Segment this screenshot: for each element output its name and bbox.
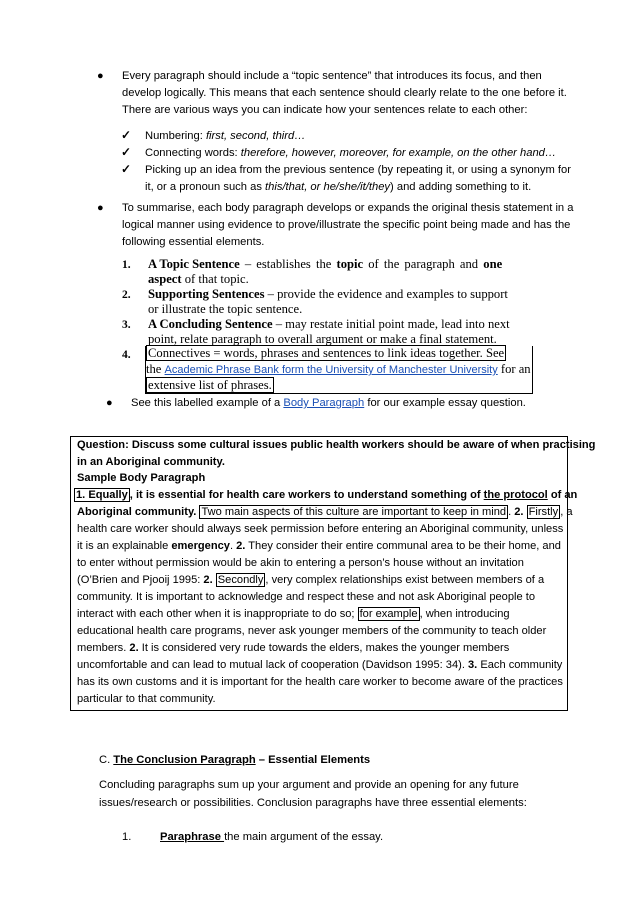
bullet-icon: ● xyxy=(97,202,104,214)
bullet-icon: ● xyxy=(106,397,113,409)
para-line-12: has its own customs and it is important for the health care worker to become aware of the practices xyxy=(77,676,563,688)
intro-line-1: Every paragraph should include a “topic sentence” that introduces its focus, and then xyxy=(122,70,542,82)
question-line-2: in an Aboriginal community. xyxy=(77,456,225,468)
para-line-5: to enter without permission would be akin to entering a person’s house without an invitation xyxy=(77,557,524,569)
conclusion-item-number: 1. xyxy=(122,831,132,843)
connectives-box xyxy=(145,346,533,394)
checkmark-icon: ✓ xyxy=(121,162,132,176)
para-line-10: members. 2. It is considered very rude towards the elders, makes the younger members xyxy=(77,642,510,654)
element-number-3: 3. xyxy=(122,319,131,331)
para-line-9: educational health care programs, never ask younger members of the community to teach older xyxy=(77,625,547,637)
body-paragraph-link[interactable]: Body Paragraph xyxy=(283,397,365,409)
element-1-line-1: A Topic Sentence – establishes the topic of the paragraph and one xyxy=(148,257,503,271)
element-2-line-2: or illustrate the topic sentence. xyxy=(148,302,303,316)
para-line-1: 1. Equally , it is essential for health care workers to understand something of the protocol of an xyxy=(76,489,578,501)
para-line-8: interact with each other when it is inappropriate to do so; for example , when introducing xyxy=(77,608,510,620)
element-3-line-1: A Concluding Sentence – may restate initial point made, lead into next xyxy=(148,317,510,331)
element-3-line-2: point, relate paragraph to overall argument or make a final statement. xyxy=(148,332,497,346)
intro-line-3: There are various ways you can indicate how your sentences relate to each other: xyxy=(122,104,528,116)
summary-line-1: To summarise, each body paragraph develops or expands the original thesis statement in a xyxy=(122,202,574,214)
element-2-line-1: Supporting Sentences – provide the evidence and examples to support xyxy=(148,287,508,301)
summary-line-3: following essential elements. xyxy=(122,236,265,248)
para-line-6: (O’Brien and Pjooij 1995: 2. Secondly , very complex relationships exist between members of a xyxy=(77,574,545,586)
example-bullet: See this labelled example of a Body Paragraph for our example essay question. xyxy=(131,397,526,409)
phrase-bank-link[interactable]: Academic Phrase Bank form the University of Manchester University xyxy=(164,364,498,376)
checkmark-icon: ✓ xyxy=(121,145,132,159)
conclusion-para-2: issues/research or possibilities. Conclusion paragraphs have three essential elements: xyxy=(99,797,527,809)
checkmark-icon: ✓ xyxy=(121,128,132,142)
conclusion-para-1: Concluding paragraphs sum up your argument and provide an opening for any future xyxy=(99,779,519,791)
element-number-2: 2. xyxy=(122,289,131,301)
element-1-line-2: aspect of that topic. xyxy=(148,272,249,286)
element-number-4: 4. xyxy=(122,349,131,361)
conclusion-heading: C. The Conclusion Paragraph – Essential Elements xyxy=(99,754,371,766)
element-number-1: 1. xyxy=(122,259,131,271)
question-line-1: Question: Discuss some cultural issues public health workers should be aware of when practising xyxy=(77,439,596,451)
check-connecting: Connecting words: therefore, however, moreover, for example, on the other hand… xyxy=(145,147,557,159)
element-4-line-1: Connectives = words, phrases and sentences to link ideas together. See xyxy=(148,346,505,360)
para-line-13: particular to that community. xyxy=(77,693,216,705)
summary-line-2: logical manner using evidence to prove/illustrate the specific point being made and has the xyxy=(122,219,571,231)
conclusion-item-1: Paraphrase the main argument of the essay. xyxy=(160,831,384,843)
sample-heading: Sample Body Paragraph xyxy=(77,472,206,484)
element-4-line-3: extensive list of phrases. xyxy=(148,378,272,392)
check-pickup-1: Picking up an idea from the previous sentence (by repeating it, or using a synonym for xyxy=(145,164,571,176)
para-line-3: health care worker should always seek permission before entering an Aboriginal community, unless xyxy=(77,523,564,535)
intro-line-2: develop logically. This means that each sentence should clearly relate to the one before it. xyxy=(122,87,567,99)
bullet-icon: ● xyxy=(97,70,104,82)
para-line-7: community. It is important to acknowledge and respect these and not ask Aboriginal people to xyxy=(77,591,535,603)
element-4-line-2: the Academic Phrase Bank form the University of Manchester University for an xyxy=(146,362,531,376)
para-line-4: it is an explainable emergency. 2. They consider their entire communal area to be their home, and xyxy=(77,540,561,552)
para-line-2: Aboriginal community. Two main aspects of this culture are important to keep in mind . 2. Firstly , a xyxy=(77,506,573,518)
check-numbering: Numbering: first, second, third… xyxy=(145,130,306,142)
sample-paragraph-box xyxy=(70,436,596,711)
para-line-11: uncomfortable and can lead to mutual lack of cooperation (Davidson 1995: 34). 3. Each community xyxy=(77,659,563,671)
check-pickup-2: it, or a pronoun such as this/that, or he/she/it/they) and adding something to it. xyxy=(145,181,532,193)
